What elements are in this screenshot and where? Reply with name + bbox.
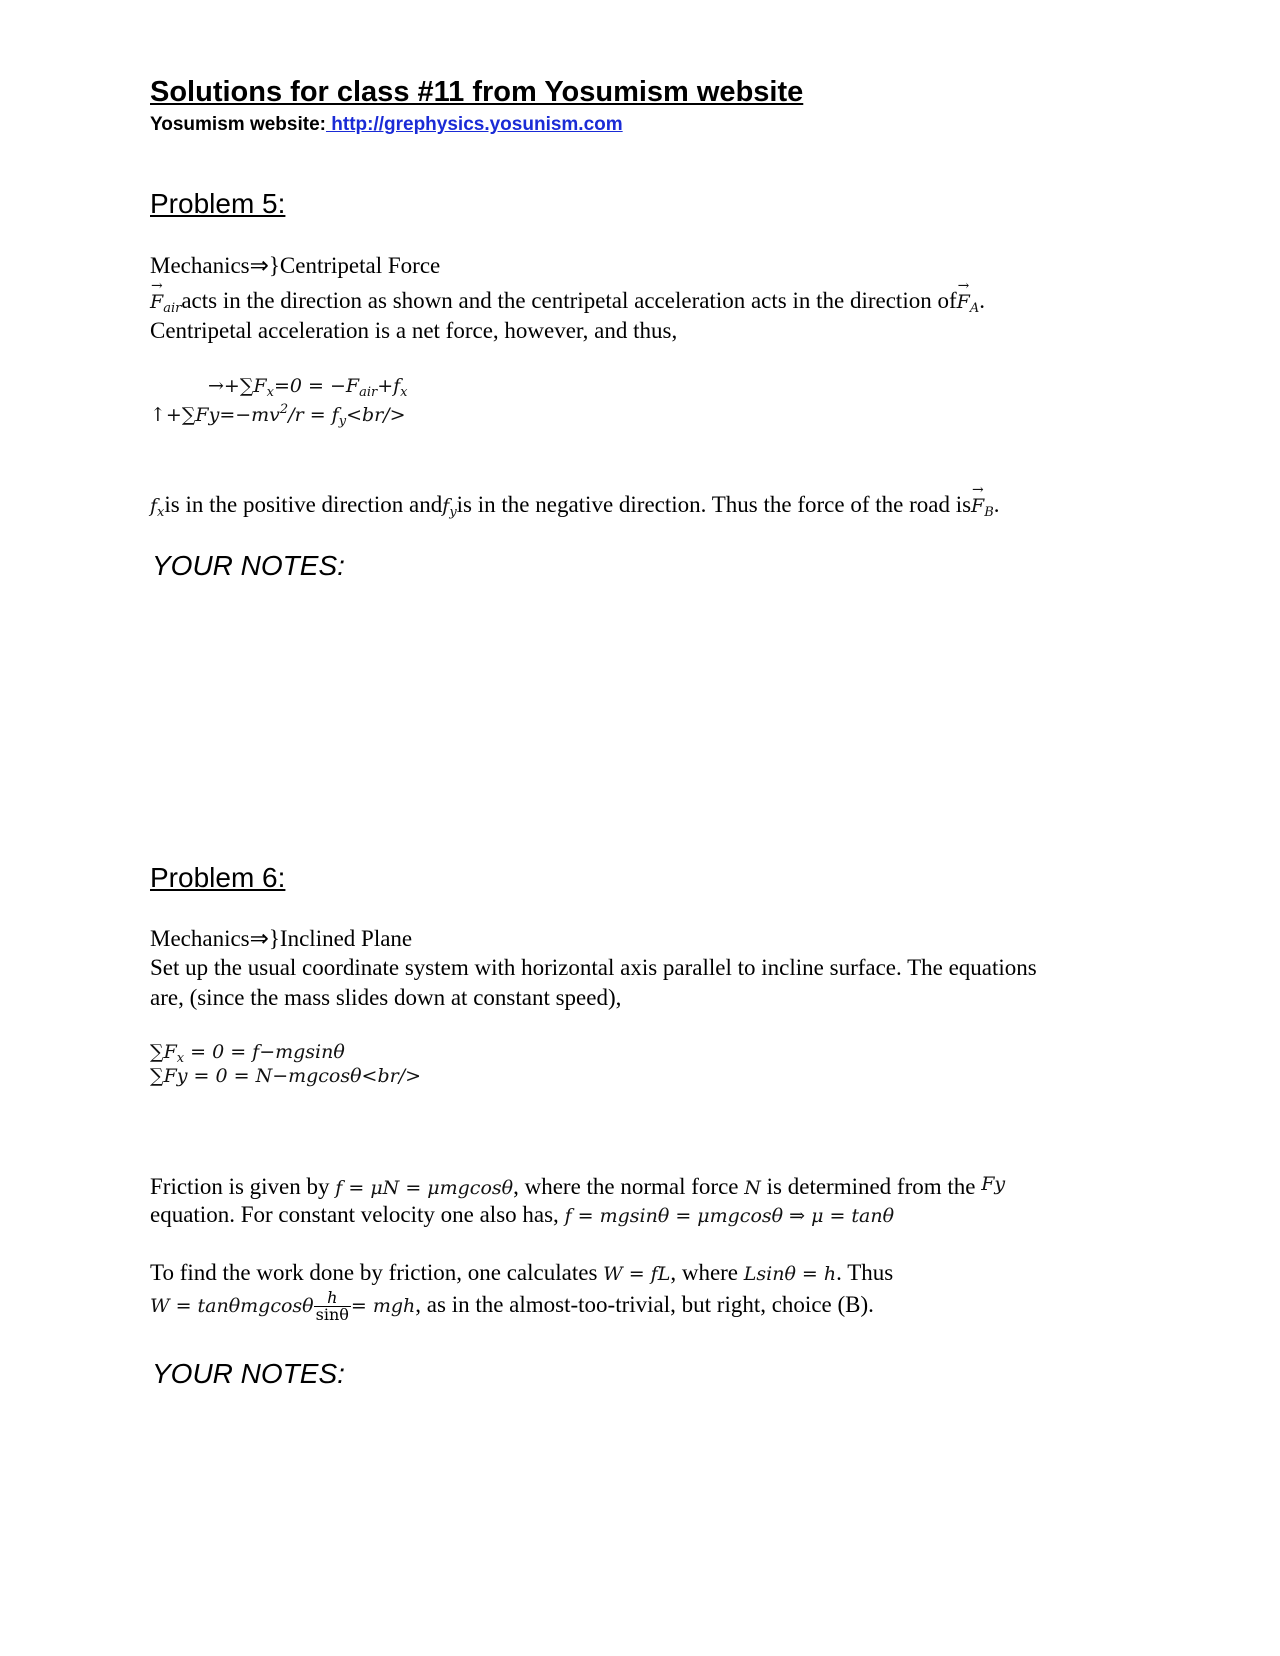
problem-5-equation-1: $\to+\sum F_x=0 = -F_{air}+f_x$ — [208, 375, 408, 400]
problem-6-equation-1: $\sum F_x = 0 = f-mgsin\theta$ — [150, 1041, 345, 1066]
problem-5-paragraph-2: Centripetal acceleration is a net force, however, and thus, — [150, 318, 678, 343]
problem-6-equation-2: ∑Fy = 0 = N−mgcosθ<br/> — [150, 1065, 422, 1087]
problem-6-topic: Mechanics⇒}Inclined Plane — [150, 926, 413, 951]
problem-6-notes-label: YOUR NOTES: — [152, 1358, 345, 1389]
problem-6-paragraph-1: Set up the usual coordinate system with horizontal axis parallel to incline surface. The equations — [150, 955, 1037, 980]
f-a-vector: → $F_A$ — [957, 291, 980, 316]
f-b-vector: → $F_B$ — [971, 495, 994, 520]
problem-5-paragraph-1: → $F_{air}acts$ in the direction as shown and the centripetal acceleration acts in the direction $of\to F_A$. — [150, 288, 985, 316]
document-title: Solutions for class #11 from Yosumism website — [150, 76, 804, 108]
problem-5-heading: Problem 5: — [150, 188, 286, 219]
website-label: Yosumism website: — [150, 114, 326, 135]
problem-5-topic: Mechanics⇒}Centripetal Force — [150, 253, 441, 278]
h-over-sin-theta-fraction: $\frac{h}{\sin\theta}$ — [315, 1288, 349, 1324]
problem-5-equation-2: $↑+\sum Fy=-mv^2/r = f_y<br/>$ — [150, 402, 406, 429]
problem-5-paragraph-3: $f_xis$ in the positive direction andf$_y$is in the negative direction. Thus the force of the road $is\to F_B$. — [150, 492, 1000, 520]
problem-6-paragraph-5: To find the work done by friction, one calculates W = fL, where Lsinθ = h. Thus — [150, 1260, 894, 1285]
problem-6-paragraph-3: Friction is given by f = μN = μmgcosθ, where the normal force N is determined from the Fy — [150, 1173, 1006, 1199]
problem-6-heading: Problem 6: — [150, 862, 286, 893]
website-line — [150, 114, 623, 136]
problem-6-paragraph-2: are, (since the mass slides down at constant speed), — [150, 985, 622, 1010]
website-link[interactable]: http://grephysics.yosunism.com — [325, 114, 623, 135]
problem-5-notes-label: YOUR NOTES: — [152, 550, 345, 581]
f-air-vector: → $F_{air}$ — [150, 291, 181, 316]
problem-6-paragraph-6: W = tanθmgcosθ $\frac{h}{\sin\theta}$ = mgh, as in the almost-too-trivial, but right, choice (B). — [150, 1288, 874, 1324]
problem-5-text-1: acts in the direction as shown and the centripetal acceleration acts in the direction of — [181, 288, 957, 313]
problem-6-paragraph-4: equation. For constant velocity one also has, f = mgsinθ = μmgcosθ ⇒ μ = tanθ — [150, 1202, 895, 1227]
